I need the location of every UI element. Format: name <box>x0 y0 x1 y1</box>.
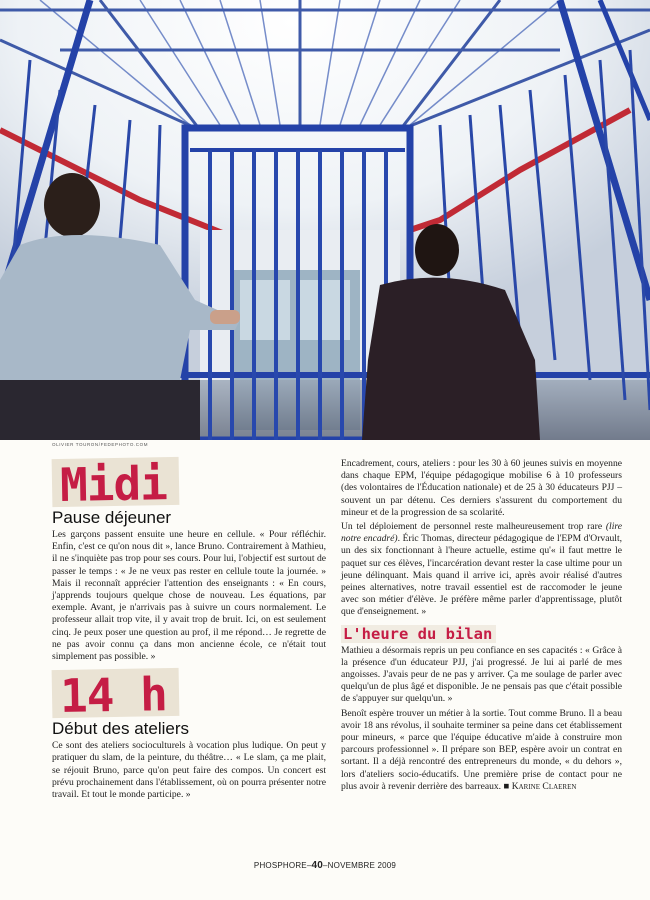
prison-bars-illustration <box>0 0 650 440</box>
encadrement-paragraph: Encadrement, cours, ateliers : pour les 30 à 60 jeunes suivis en moyenne dans chaque EPM, l'équipe pédagogique mobilise 6 à 10 professeurs (des volontaires de l'Éducation nationale) et de 25 à 30 éducateurs PJJ – souvent un par détenu. Ces derniers s'assurent du comportement du mineur et de la progression de sa scolarité. <box>341 458 622 518</box>
prison-photo <box>0 0 650 440</box>
ateliers-paragraph: Ce sont des ateliers socioculturels à vocation plus ludique. On peut y pratiquer du slam, de la peinture, du théâtre… « Le slam, ça me plait, se réjouit Bruno, parce qu'on peut faire des compos. Un concert est prévu prochainement dans l'établissement, où on pourra présenter notre travail. Et tout le monde participe. » <box>52 740 326 801</box>
page-number: 40 <box>311 860 324 871</box>
debut-ateliers-title: Début des ateliers <box>52 719 190 739</box>
mathieu-paragraph: Mathieu a désormais repris un peu confiance en ses capacités : « Grâce à la présence d'un éducateur PJJ, j'ai progressé. Je lui ai parlé de mes angoisses. J'avais peur de ne pas y arriver. Ça me soulage de parler avec quelqu'un de plus âgé et disponible. Je ne pensais pas que c'était possible de s'appuyer sur quelqu'un. » <box>341 644 622 705</box>
midi-label-block <box>52 456 180 512</box>
magazine-name: PHOSPHORE <box>253 861 307 870</box>
page-footer: PHOSPHORE–40–NOVEMBRE 2009 <box>253 860 397 871</box>
photo-credit: OLIVIER TOURON/FEDEPHOTO.COM <box>52 442 149 447</box>
14h-label-block <box>52 667 180 724</box>
heure-du-bilan-title: L'heure du bilan <box>341 625 496 643</box>
midi-label: Midi <box>59 456 168 512</box>
deploiement-paragraph <box>341 521 622 619</box>
issue-date: NOVEMBRE 2009 <box>327 861 397 870</box>
encadre-reference: (lire notre encadré) <box>341 521 622 545</box>
right-column <box>341 458 622 793</box>
author-signature: Karine Claeren <box>511 780 577 792</box>
14h-label: 14 h <box>59 667 168 724</box>
pause-dejeuner-title: Pause déjeuner <box>52 508 172 527</box>
benoit-paragraph <box>341 708 622 793</box>
benoit-text: Benoît espère trouver un métier à la sortie. Tout comme Bruno. Il a beau avoir 18 ans révolus, il souhaite terminer sa peine dans cet établissement pour mineurs, « parce que l'équipe éducative m'aide à construire mon parcours professionnel ». Il prépare son BEP, espère avoir un contrat en sortant. Il a déjà rencontré des entrepreneurs du monde, « du dehors », lors d'ateliers socio-éducatifs. Une première prise de contact pour ne plus avoir à revenir derrière des barreaux. <box>341 707 622 792</box>
midi-paragraph: Les garçons passent ensuite une heure en cellule. « Pour réfléchir. Enfin, c'est ce qu'on nous dit », lance Bruno. Contrairement à Mathieu, il ne s'inquiète pas trop pour ses cours. Pour lui, l'objectif est surtout de passer le temps : « Je ne veux pas rester en cellule toute la journée. » Mais il reconnaît apprécier l'attention des enseignants : « En cours, j'apprends toujours quelque chose de nouveau. Les équations, par exemple. Avant, je n'arrivais pas à suivre un cours normalement. Le professeur allait trop vite, il y avait trop de bruit. Ici, on est seulement cinq. Je peux poser une question au prof, il me répond… Je regrette de ne pas avoir connu ça dans mon ancienne école, ce n'était tout simplement pas possible. » <box>52 529 326 663</box>
end-mark: ■ <box>503 780 510 792</box>
left-column <box>52 458 326 801</box>
deploiement-text-b: . Éric Thomas, directeur pédagogique de l'EPM d'Orvault, un des six fonctionnant à l'heure actuelle, estime qu'« il faut mettre le paquet sur ces élèves, l'incarcération devant rester la case ultime pour un jeune délinquant. Mais quand il arrive ici, après avoir réalisé d'autres peines alternatives, notre travail essentiel est de raccomoder le jeune avec son métier d'élève. Je préfère même parler d'apprentissage, plutôt que d'enseignement. » <box>341 533 623 618</box>
deploiement-text-a: Un tel déploiement de personnel reste malheureusement trop rare <box>341 521 606 533</box>
